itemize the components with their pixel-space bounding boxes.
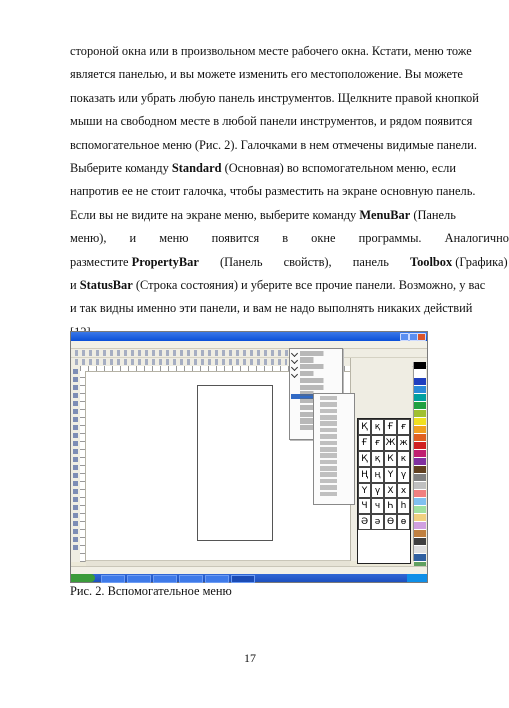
color-swatch [414,458,426,466]
text-line: и StatusBar (Строка состояния) и уберите все прочие панели. Возможно, у вас [70,278,486,293]
color-swatch [414,490,426,498]
glyph-cell: к [397,451,410,467]
color-swatch [414,522,426,530]
text-line: меню), и меню появится в окне программы. Аналогично [70,231,509,246]
color-swatch [414,442,426,450]
submenu [313,393,355,505]
glyph-cell: ә [371,514,384,530]
glyph-cell: ғ [371,435,384,451]
glyph-cell: ө [397,514,410,530]
color-swatch [414,418,426,426]
text-line: является панелью, и вы можете изменить его местоположение. Вы можете [70,67,463,82]
color-swatch [414,498,426,506]
window-titlebar [71,332,427,341]
glyph-cell: Қ [358,451,371,467]
color-swatch [414,362,426,370]
command-standard: Standard [171,161,222,176]
glyph-cell: ң [371,467,384,483]
glyph-cell: Ә [358,514,371,530]
glyph-cell: Ғ [358,435,371,451]
page-outline [197,385,273,541]
docker-panel [350,358,412,561]
color-swatch [414,450,426,458]
glyph-table [357,418,411,564]
color-swatch [414,546,426,554]
glyph-cell: қ [371,451,384,467]
check-icon [291,371,298,378]
color-swatch [414,530,426,538]
color-swatch [414,434,426,442]
command-menubar: MenuBar [359,207,411,222]
color-swatch [414,386,426,394]
glyph-cell: х [397,483,410,499]
taskbar-item [205,575,229,583]
glyph-cell: Ү [384,467,397,483]
color-swatch [414,474,426,482]
command-toolbox: Toolbox [409,254,453,269]
color-swatch [414,466,426,474]
color-swatch [414,378,426,386]
glyph-cell: ж [397,435,410,451]
color-swatch [414,554,426,562]
color-swatch [414,514,426,522]
taskbar [71,574,427,582]
glyph-cell: Х [384,483,397,499]
text-line: Выберите команду Standard (Основная) во вспомогательном меню, если [70,161,456,176]
color-swatch [414,538,426,546]
color-swatch [414,426,426,434]
text-line: стороной окна или в произвольном месте рабочего окна. Кстати, меню тоже [70,44,472,58]
glyph-cell: Ч [358,498,371,514]
glyph-cell: һ [397,498,410,514]
status-bar [71,566,427,574]
glyph-cell: Ү [358,483,371,499]
minimize-icon [400,333,409,341]
text-line: разместите PropertyBar (Панель свойств), панель Toolbox (Графика) [70,254,508,269]
page-number: 17 [244,651,256,665]
color-palette [413,362,426,561]
command-statusbar: StatusBar [79,278,133,293]
standard-toolbar [71,349,427,358]
taskbar-item [153,575,177,583]
color-swatch [414,402,426,410]
glyph-cell: Ң [358,467,371,483]
text-line: и так видны именно эти панели, и вам не надо выполнять никаких действий [70,301,473,316]
close-icon [417,333,426,341]
body-paragraph [70,40,509,344]
glyph-cell: Ғ [384,419,397,435]
glyph-cell: ү [397,467,410,483]
glyph-cell: Қ [358,419,371,435]
color-swatch [414,482,426,490]
text-line: Если вы не видите на экране меню, выберите команду MenuBar (Панель [70,207,456,222]
color-swatch [414,370,426,378]
glyph-cell: Ж [384,435,397,451]
taskbar-item [101,575,125,583]
start-button [71,574,95,582]
system-tray [407,574,427,582]
text-line: напротив ее не стоит галочка, чтобы разместить на экране основную панель. [70,184,476,199]
glyph-cell: ү [371,483,384,499]
figure-caption: Рис. 2. Вспомогательное меню [70,584,232,598]
glyph-cell: К [384,451,397,467]
text-line: показать или убрать любую панель инструментов. Щелкните правой кнопкой [70,90,479,105]
menu-bar [71,341,427,349]
color-swatch [414,410,426,418]
color-swatch [414,506,426,514]
glyph-cell: ғ [397,419,410,435]
color-swatch [414,394,426,402]
text-line: мыши на свободном месте в любой панели инструментов, и рядом появится [70,114,473,129]
glyph-cell: Һ [384,498,397,514]
text-line: вспомогательное меню (Рис. 2). Галочками в нем отмечены видимые панели. [70,137,477,152]
glyph-cell: қ [371,419,384,435]
taskbar-item [127,575,151,583]
glyph-cell: ч [371,498,384,514]
taskbar-item [179,575,203,583]
screenshot-figure [70,331,428,583]
taskbar-item [231,575,255,583]
command-propertybar: PropertyBar [131,254,199,269]
glyph-cell: Ө [384,514,397,530]
